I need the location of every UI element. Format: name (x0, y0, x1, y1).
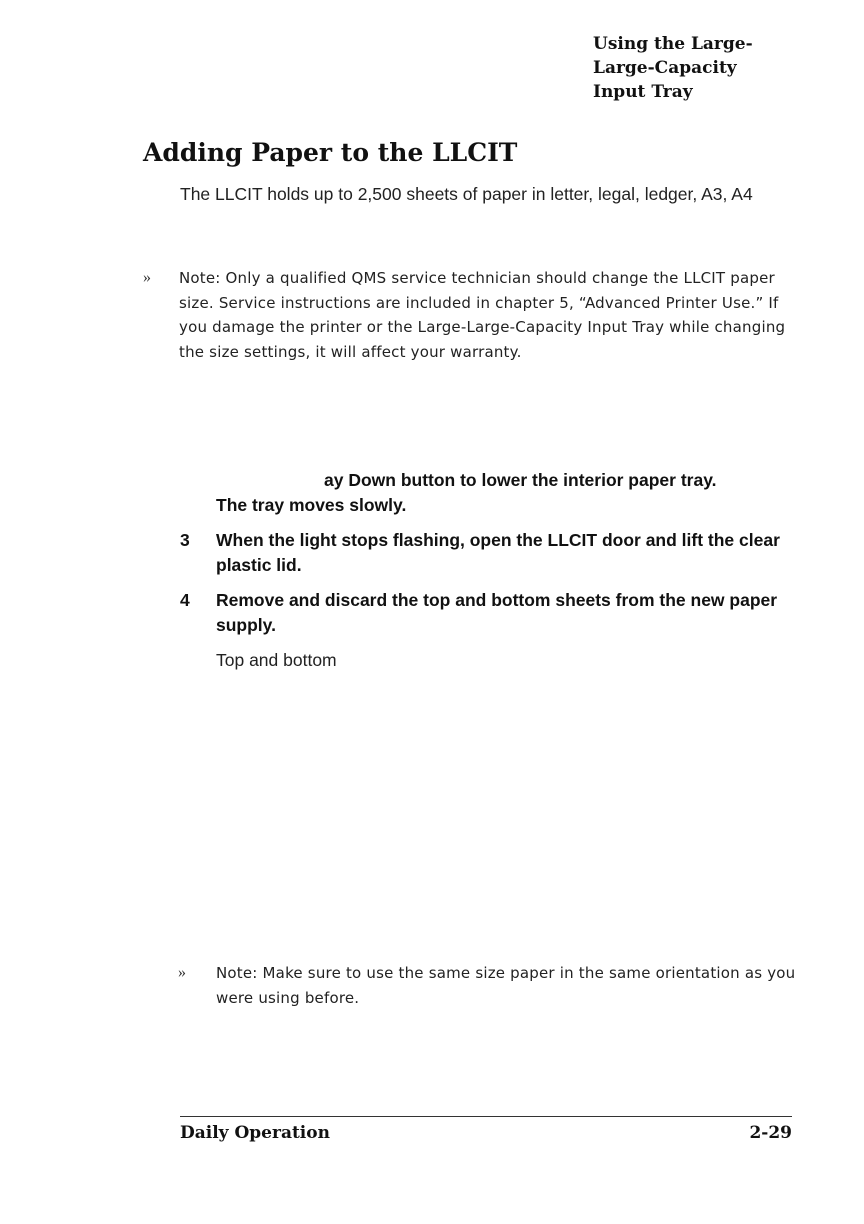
note-text: Note: Make sure to use the same size paper in the same orientation as you were using before. (216, 964, 796, 1007)
step-number: 3 (180, 530, 190, 550)
note-text: Note: Only a qualified QMS service technician should change the LLCIT paper size. Service instructions are included in chapter 5, “Advanced Printer Use.” If you damage the printer or the Large-Large-Capacity Input Tray while changing the size settings, it will affect your warranty. (179, 269, 786, 361)
step-2-fragment: ay Down button to lower the interior paper tray. (324, 470, 717, 490)
step-4 (180, 588, 800, 637)
note-qualified-technician (143, 266, 799, 364)
note-marker-icon: » (143, 269, 152, 286)
step-text: Remove and discard the top and bottom sheets from the new paper supply. (216, 590, 778, 635)
footer-divider (180, 1116, 792, 1117)
note-same-size-paper (178, 961, 796, 1010)
running-head-line-3: Input Tray (593, 82, 693, 102)
step-number: 4 (180, 590, 190, 610)
section-title: Adding Paper to the LLCIT (143, 138, 518, 167)
note-marker-icon: » (178, 964, 187, 981)
footer-page-number: 2-29 (749, 1123, 792, 1143)
running-head (593, 32, 843, 104)
intro-paragraph: The LLCIT holds up to 2,500 sheets of paper in letter, legal, ledger, A3, A4 (180, 184, 753, 204)
running-head-line-2: Large-Capacity (593, 58, 737, 78)
step-text: When the light stops flashing, open the LLCIT door and lift the clear plastic lid. (216, 530, 780, 575)
figure-caption: Top and bottom (216, 650, 337, 670)
step-2-continuation: The tray moves slowly. (216, 495, 407, 515)
running-head-line-1: Using the Large- (593, 34, 753, 54)
step-3 (180, 528, 800, 577)
footer-chapter-title: Daily Operation (180, 1123, 330, 1143)
